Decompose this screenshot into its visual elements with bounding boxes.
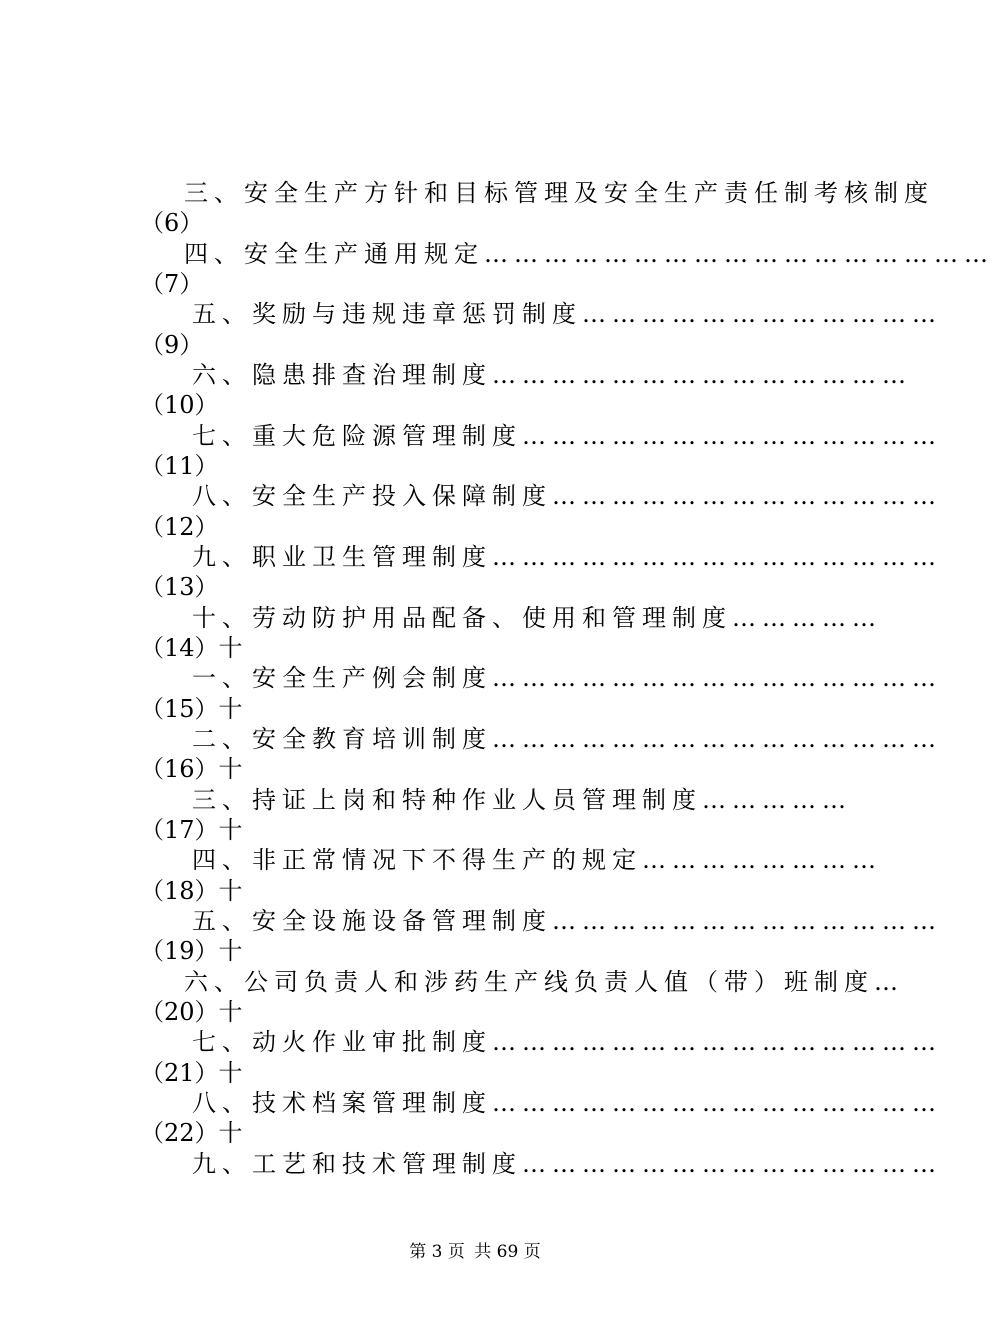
toc-entry: 八、安全生产投入保障制度………………………………… — [192, 482, 942, 510]
toc-entry: 九、职业卫生管理制度……………………………………… — [192, 543, 942, 571]
toc-page-number: （12） — [140, 513, 219, 541]
toc-entry: 三、安全生产方针和目标管理及安全生产责任制考核制度 — [184, 179, 934, 207]
toc-entry: 四、安全生产通用规定…………………………………………… — [184, 240, 994, 268]
toc-page-number: （13） — [140, 573, 219, 601]
toc-entry: 三、持证上岗和特种作业人员管理制度…………… — [192, 786, 852, 814]
toc-page-number: （11） — [140, 452, 219, 480]
toc-entry: 二、安全教育培训制度……………………………………… — [192, 725, 942, 753]
toc-page-number: （15）十 — [140, 695, 243, 723]
toc-page-number: （6） — [140, 209, 204, 237]
toc-page-number: （14）十 — [140, 634, 243, 662]
toc-entry: 八、技术档案管理制度……………………………………… — [192, 1089, 942, 1117]
toc-page-number: （22）十 — [140, 1119, 243, 1147]
toc-page-number: （21）十 — [140, 1059, 243, 1087]
toc-entry: 九、工艺和技术管理制度…………………………………… — [192, 1150, 942, 1178]
toc-page-number: （19）十 — [140, 937, 243, 965]
page-number-label: 第 3 页 — [409, 1242, 465, 1262]
toc-entry: 七、动火作业审批制度……………………………………… — [192, 1028, 942, 1056]
toc-page-number: （16）十 — [140, 755, 243, 783]
toc-entry: 五、奖励与违规违章惩罚制度……………………………… — [192, 300, 942, 328]
page-total-label: 共 69 页 — [474, 1242, 541, 1262]
toc-entry: 七、重大危险源管理制度…………………………………… — [192, 422, 942, 450]
toc-page-number: （10） — [140, 391, 219, 419]
toc-page-number: （18）十 — [140, 877, 243, 905]
toc-page-number: （20）十 — [140, 998, 243, 1026]
page-footer — [0, 1240, 950, 1264]
toc-page-number: （7） — [140, 270, 204, 298]
toc-entry: 十、劳动防护用品配备、使用和管理制度…………… — [192, 604, 882, 632]
toc-page-number: （9） — [140, 331, 204, 359]
toc-entry: 五、安全设施设备管理制度………………………………… — [192, 907, 942, 935]
toc-entry: 六、隐患排查治理制度…………………………………… — [192, 361, 912, 389]
toc-entry: 六、公司负责人和涉药生产线负责人值（带）班制度… — [184, 968, 904, 996]
toc-entry: 四、非正常情况下不得生产的规定…………………… — [192, 846, 882, 874]
toc-page-number: （17）十 — [140, 816, 243, 844]
toc-entry: 一、安全生产例会制度……………………………………… — [192, 664, 942, 692]
